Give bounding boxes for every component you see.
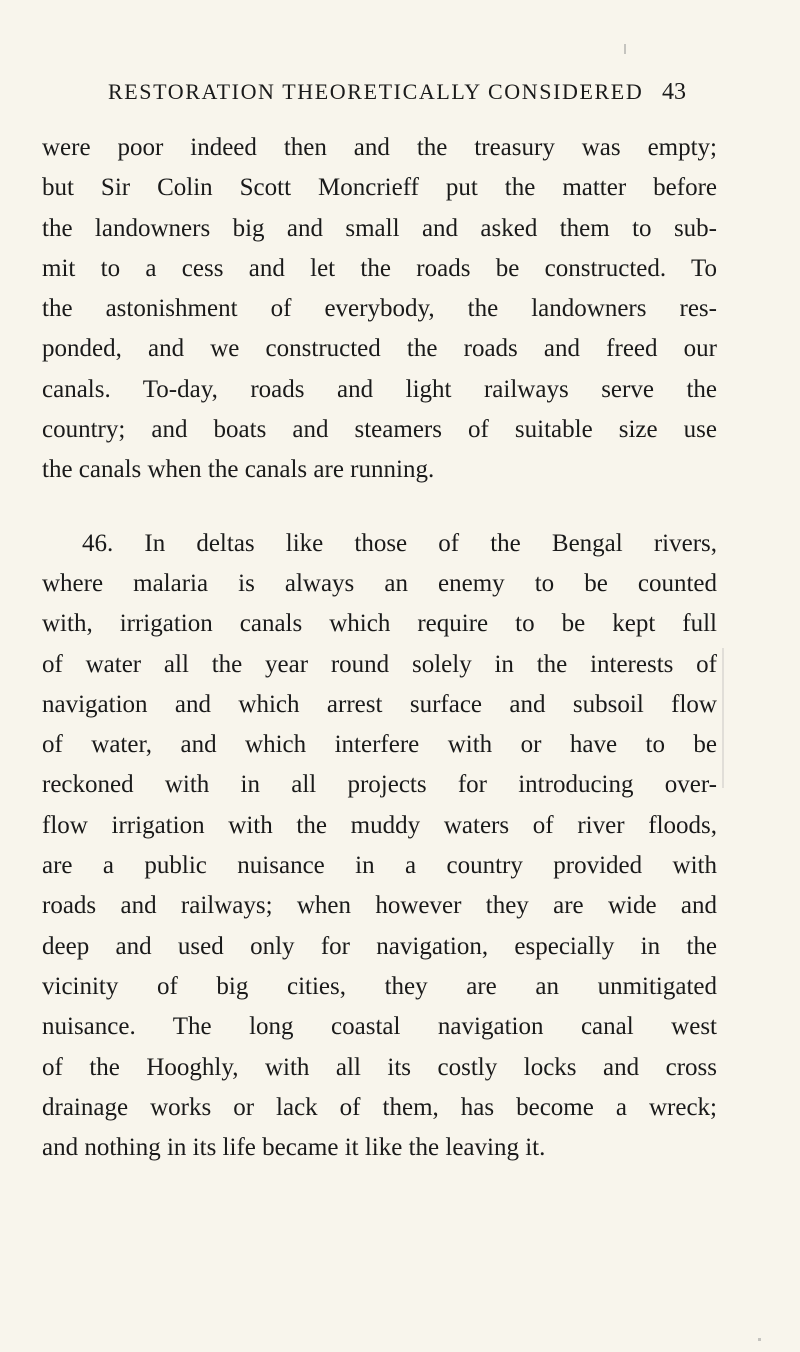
text-line: flow irrigation with the muddy waters of river floods,	[42, 811, 717, 839]
text-line: navigation and which arrest surface and subsoil flow	[42, 690, 717, 718]
text-line: country; and boats and steamers of suitable size use	[42, 416, 717, 444]
text-line: vicinity of big cities, they are an unmitigated	[42, 972, 717, 1000]
text-line: of water, and which interfere with or have to be	[42, 731, 717, 759]
scan-mark	[624, 44, 626, 54]
text-line: with, irrigation canals which require to be kept full	[42, 610, 717, 638]
text-line: reckoned with in all projects for introducing over-	[42, 771, 717, 799]
text-line: where malaria is always an enemy to be counted	[42, 569, 717, 597]
page-number: 43	[662, 79, 686, 105]
running-head	[0, 72, 800, 112]
scan-mark	[722, 648, 724, 788]
paragraph-1	[42, 128, 717, 491]
paragraph-46	[42, 524, 717, 1169]
text-line: roads and railways; when however they are wide and	[42, 892, 717, 920]
text-line: canals. To-day, roads and light railways serve the	[42, 375, 717, 403]
body-text	[42, 128, 717, 1168]
text-line: the landowners big and small and asked them to sub-	[42, 214, 717, 242]
text-line: drainage works or lack of them, has become a wreck;	[42, 1093, 717, 1121]
text-line: were poor indeed then and the treasury was empty;	[42, 134, 717, 161]
running-title: RESTORATION THEORETICALLY CONSIDERED	[108, 79, 644, 104]
text-line: ponded, and we constructed the roads and freed our	[42, 335, 717, 363]
text-line: the astonishment of everybody, the landowners res-	[42, 295, 717, 323]
text-line: 46. In deltas like those of the Bengal rivers,	[82, 529, 717, 557]
text-line: nuisance. The long coastal navigation canal west	[42, 1013, 717, 1041]
text-line: are a public nuisance in a country provided with	[42, 852, 717, 880]
text-line: mit to a cess and let the roads be constructed. To	[42, 254, 717, 282]
text-line: the canals when the canals are running.	[42, 456, 435, 484]
text-line: deep and used only for navigation, especially in the	[42, 932, 717, 960]
text-line: of the Hooghly, with all its costly locks and cross	[42, 1053, 717, 1081]
text-line: but Sir Colin Scott Moncrieff put the matter before	[42, 174, 717, 202]
text-line: of water all the year round solely in the interests of	[42, 650, 717, 678]
text-line: and nothing in its life became it like the leaving it.	[42, 1134, 546, 1162]
paragraph-spacer	[42, 491, 717, 524]
scan-mark	[758, 1338, 761, 1341]
